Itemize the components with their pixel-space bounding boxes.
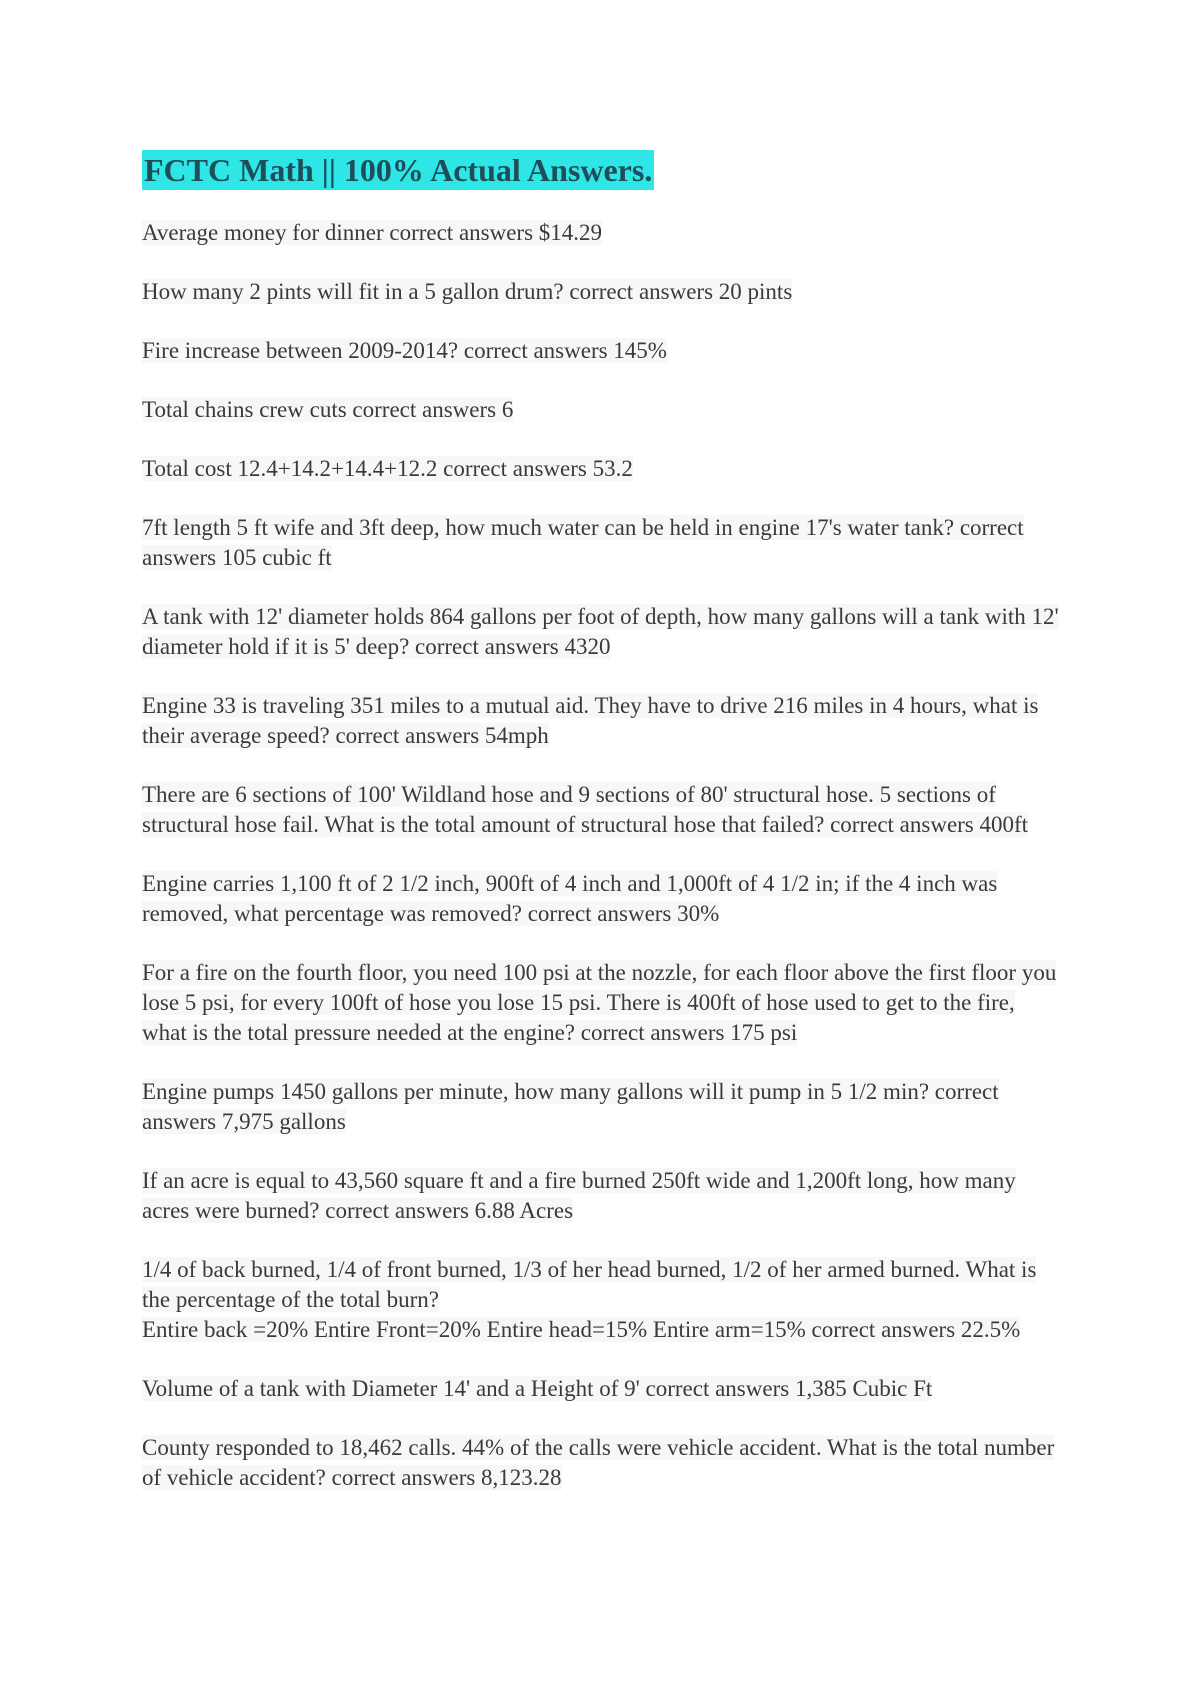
qa-item bbox=[142, 691, 1062, 751]
qa-item bbox=[142, 513, 1062, 573]
qa-text: Engine pumps 1450 gallons per minute, how many gallons will it pump in 5 1/2 min? correct answers 7,975 gallons bbox=[142, 1079, 999, 1134]
qa-text: Average money for dinner correct answers $14.29 bbox=[142, 220, 603, 245]
qa-text: There are 6 sections of 100' Wildland hose and 9 sections of 80' structural hose. 5 sections of structural hose fail. What is the total amount of structural hose that failed? correct answers 400ft bbox=[142, 782, 1029, 837]
qa-text: Volume of a tank with Diameter 14' and a Height of 9' correct answers 1,385 Cubic Ft bbox=[142, 1376, 933, 1401]
qa-text: A tank with 12' diameter holds 864 gallons per foot of depth, how many gallons will a tank with 12' diameter hold if it is 5' deep? correct answers 4320 bbox=[142, 604, 1059, 659]
qa-text: Total cost 12.4+14.2+14.4+12.2 correct answers 53.2 bbox=[142, 456, 633, 481]
qa-item bbox=[142, 395, 1062, 425]
qa-text: County responded to 18,462 calls. 44% of the calls were vehicle accident. What is the total number of vehicle accident? correct answers 8,123.28 bbox=[142, 1435, 1055, 1490]
qa-text: 1/4 of back burned, 1/4 of front burned, 1/3 of her head burned, 1/2 of her armed burned. What is the percentage of the total burn? bbox=[142, 1257, 1037, 1312]
qa-item bbox=[142, 602, 1062, 662]
qa-text-line2: Entire back =20% Entire Front=20% Entire head=15% Entire arm=15% correct answers 22.5% bbox=[142, 1317, 1021, 1342]
document-title: FCTC Math || 100% Actual Answers. bbox=[144, 152, 653, 188]
qa-item bbox=[142, 1433, 1062, 1493]
qa-item bbox=[142, 780, 1062, 840]
qa-item bbox=[142, 277, 1062, 307]
qa-text: Total chains crew cuts correct answers 6 bbox=[142, 397, 514, 422]
qa-item bbox=[142, 1166, 1062, 1226]
qa-item bbox=[142, 336, 1062, 366]
qa-text: Engine carries 1,100 ft of 2 1/2 inch, 900ft of 4 inch and 1,000ft of 4 1/2 in; if the 4 inch was removed, what percentage was removed? correct answers 30% bbox=[142, 871, 998, 926]
qa-item bbox=[142, 1077, 1062, 1137]
document-page bbox=[142, 150, 1062, 1522]
qa-item bbox=[142, 869, 1062, 929]
qa-text: Fire increase between 2009-2014? correct answers 145% bbox=[142, 338, 667, 363]
qa-item bbox=[142, 958, 1062, 1048]
qa-item bbox=[142, 1255, 1062, 1345]
qa-text: Engine 33 is traveling 351 miles to a mutual aid. They have to drive 216 miles in 4 hours, what is their average speed? correct answers 54mph bbox=[142, 693, 1039, 748]
qa-text: 7ft length 5 ft wife and 3ft deep, how much water can be held in engine 17's water tank? correct answers 105 cubic ft bbox=[142, 515, 1024, 570]
qa-item bbox=[142, 218, 1062, 248]
qa-text: For a fire on the fourth floor, you need 100 psi at the nozzle, for each floor above the first floor you lose 5 psi, for every 100ft of hose you lose 15 psi. There is 400ft of hose used to get to the fire, what is the total pressure needed at the engine? correct answers 175 psi bbox=[142, 960, 1057, 1045]
qa-item bbox=[142, 454, 1062, 484]
qa-text: If an acre is equal to 43,560 square ft and a fire burned 250ft wide and 1,200ft long, how many acres were burned? correct answers 6.88 Acres bbox=[142, 1168, 1016, 1223]
qa-item bbox=[142, 1374, 1062, 1404]
qa-text: How many 2 pints will fit in a 5 gallon drum? correct answers 20 pints bbox=[142, 279, 793, 304]
